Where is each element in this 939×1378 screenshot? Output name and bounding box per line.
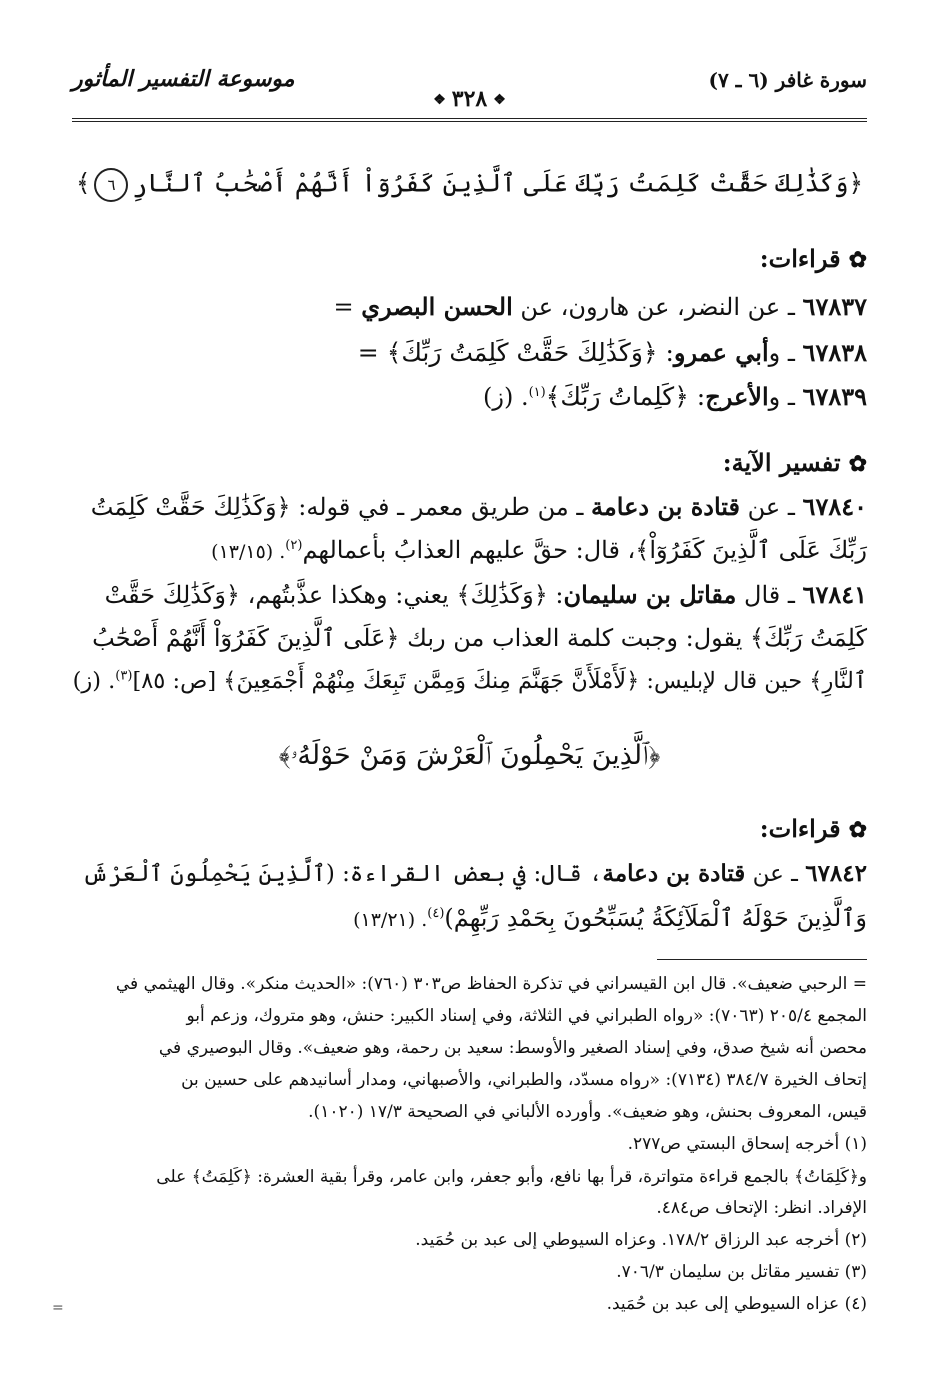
narration-line <box>72 668 867 694</box>
book-title: موسوعة التفسير المأثور <box>72 66 295 92</box>
narration-line <box>72 382 867 411</box>
narration-text: ، قال: في بعض القراءة: (ٱلَّذِينَ يَحْمِلُونَ ٱلْعَرْشَ <box>82 861 603 887</box>
narrator-name: الأعرج <box>705 382 769 411</box>
narration-text: ـ و <box>768 339 803 367</box>
verse-text: ﴿ٱلَّذِينَ يَحْمِلُونَ ٱلْعَرْشَ وَمَنْ حَوْلَهُۥ﴾ <box>278 740 661 771</box>
margin-mark: = <box>52 1300 64 1316</box>
section-heading <box>760 814 867 843</box>
footnote-line: (١) أخرجه إسحاق البستي ص٢٧٧. <box>627 1134 867 1154</box>
narration-number: ٦٧٨٣٨ <box>802 338 867 367</box>
ayah-number-icon: ٦ <box>94 168 128 202</box>
verse-text: ﴿وَكَذَٰلِكَ حَقَّتْ كَلِمَتُ رَبِّكَ عَلَى ٱلَّذِينَ كَفَرُوٓاْ أَنَّهُمْ أَصْحَٰبُ ٱلنَّارِ <box>132 168 864 198</box>
narration-line <box>72 338 867 367</box>
section-heading <box>760 244 867 273</box>
narration-text: ـ و <box>768 383 803 411</box>
footnote-line: و﴿كَلِمَاتُ﴾ بالجمع قراءة متواترة، قرأ بها نافع، وأبو جعفر، وابن عامر، وقرأ بقية العشرة: ﴿كَلِمَتُ﴾ على <box>156 1167 867 1187</box>
narration-number: ٦٧٨٣٩ <box>802 382 867 411</box>
footnote-line: محصن أنه شيخ صدق، وفي إسناد الصغير والأوسط: سعيد بن رحمة، وهو ضعيف». وقال البوصيري في <box>158 1038 867 1058</box>
narration-number: ٦٧٨٣٧ <box>802 292 867 321</box>
narration-text: : ﴿كَلِماتُ رَبِّكَ﴾ <box>545 382 706 411</box>
narrator-name: الحسن البصري <box>361 292 513 321</box>
narration-line <box>72 536 867 564</box>
narration-number: ٦٧٨٤١ <box>802 580 867 609</box>
page-number-block <box>427 86 512 112</box>
narrator-name: قتادة بن دعامة <box>602 860 746 887</box>
narration-text: كَلِمَتُ رَبِّكَ﴾ يقول: وجبت كلمة العذاب من ربك ﴿عَلَى ٱلَّذِينَ كَفَرُوٓاْ أَنَّهُمْ أَصْحَٰبُ <box>92 624 867 652</box>
footnote-divider <box>657 959 867 960</box>
narrator-name: أبي عمرو <box>673 338 769 367</box>
narration-text: وَٱلَّذِينَ حَوْلَهُ ٱلْمَلَآئِكَةُ يُسَبِّحُونَ بِحَمْدِ رَبِّهِمْ) <box>444 904 867 932</box>
surah-reference: سورة غافر (٦ ـ ٧) <box>708 68 867 92</box>
narration-text: = <box>333 293 362 321</box>
narration-text: ـ قال <box>736 581 803 609</box>
footnote-marker[interactable]: (٤) <box>427 906 445 921</box>
section-title: قراءات: <box>759 244 841 273</box>
narrator-name: قتادة بن دعامة <box>591 492 741 521</box>
narration-line <box>72 580 867 609</box>
narration-code: . (ز) <box>483 383 529 411</box>
narration-text: : ﴿وَكَذَٰلِكَ﴾ يعني: وهكذا عذَّبتُهم، ﴿وَكَذَٰلِكَ حَقَّتْ <box>104 581 564 609</box>
header-divider <box>72 118 867 119</box>
narration-code: . (ز) <box>72 668 116 694</box>
narration-line <box>72 492 867 521</box>
quran-verse <box>72 168 867 202</box>
narration-line <box>72 904 867 932</box>
narration-text: رَبِّكَ عَلَى ٱلَّذِينَ كَفَرُوٓاْ﴾، قال: حقَّ عليهم العذابُ بأعمالهم <box>302 536 867 564</box>
verse-close: ﴾ <box>75 168 91 198</box>
narrator-name: مقاتل بن سليمان <box>563 580 737 609</box>
footnote-line: = الرحبي ضعيف». قال ابن القيسراني في تذكرة الحفاظ ص٣٠٣ (٧٦٠): «الحديث منكر». وقال الهيثمي في <box>115 974 867 994</box>
narration-line <box>72 860 867 887</box>
narration-number: ٦٧٨٤٠ <box>802 492 867 521</box>
section-heading <box>723 448 867 477</box>
footnote-marker[interactable]: (١) <box>528 385 546 400</box>
footnote-line: (٢) أخرجه عبد الرزاق ١٧٨/٢. وعزاه السيوطي إلى عبد بن حُمَيد. <box>415 1230 867 1250</box>
footnote-marker[interactable]: (٣) <box>115 668 133 684</box>
narration-text: : ﴿وَكَذَٰلِكَ حَقَّتْ كَلِمَتُ رَبِّكَ﴾ = <box>357 338 674 367</box>
footnote-line: قيس، المعروف بحنش، وهو ضعيف». وأورده الألباني في الصحيحة ١٧/٣ (١٠٢٠). <box>308 1102 867 1122</box>
flower-icon: ✿ <box>848 247 867 273</box>
ornament-icon: ❖ <box>493 92 506 108</box>
narration-text: ـ عن النضر، عن هارون، عن <box>512 293 803 321</box>
narration-number: ٦٧٨٤٢ <box>805 860 867 887</box>
narration-text: ٱلنَّارِ﴾ حين قال لإبليس: ﴿لَأَمْلَأَنَّ جَهَنَّمَ مِنكَ وَمِمَّن تَبِعَكَ مِنْهُمْ أَجْمَعِينَ﴾ [ص: ٨٥] <box>132 668 867 694</box>
footnote-line: المجمع ٢٠٥/٤ (٧٠٦٣): «رواه الطبراني في الثلاثة، وفي إسناد الكبير: حنش، وهو متروك، وزعم أبو <box>186 1006 867 1026</box>
footnote-marker[interactable]: (٢) <box>285 538 303 553</box>
narration-text: ـ عن <box>745 861 806 887</box>
ornament-icon: ❖ <box>433 92 446 108</box>
volume-reference: . (١٣/١٥) <box>211 541 286 563</box>
footnote-line: (٣) تفسير مقاتل بن سليمان ٧٠٦/٣. <box>616 1262 867 1282</box>
volume-reference: . (١٣/٢١) <box>353 909 428 931</box>
header-divider <box>72 121 867 122</box>
footnote-line: (٤) عزاه السيوطي إلى عبد بن حُمَيد. <box>606 1294 867 1314</box>
page-number: ٣٢٨ <box>451 86 488 112</box>
section-title: تفسير الآية: <box>722 448 841 477</box>
flower-icon: ✿ <box>848 451 867 477</box>
narration-text: ـ عن <box>740 493 803 521</box>
narration-line <box>72 624 867 652</box>
footnote-line: الإفراد. انظر: الإتحاف ص٤٨٤. <box>656 1198 867 1218</box>
section-title: قراءات: <box>759 814 841 843</box>
narration-line <box>72 292 867 321</box>
flower-icon: ✿ <box>848 817 867 843</box>
page-header <box>72 66 867 114</box>
narration-text: ـ من طريق معمر ـ في قوله: ﴿وَكَذَٰلِكَ حَقَّتْ كَلِمَتُ <box>90 493 592 521</box>
quran-verse <box>72 740 867 772</box>
footnote-line: إتحاف الخيرة ٣٨٤/٧ (٧١٣٤): «رواه مسدّد، والطبراني، والأصبهاني، ومدار أسانيدهم على حسين بن <box>181 1070 867 1090</box>
